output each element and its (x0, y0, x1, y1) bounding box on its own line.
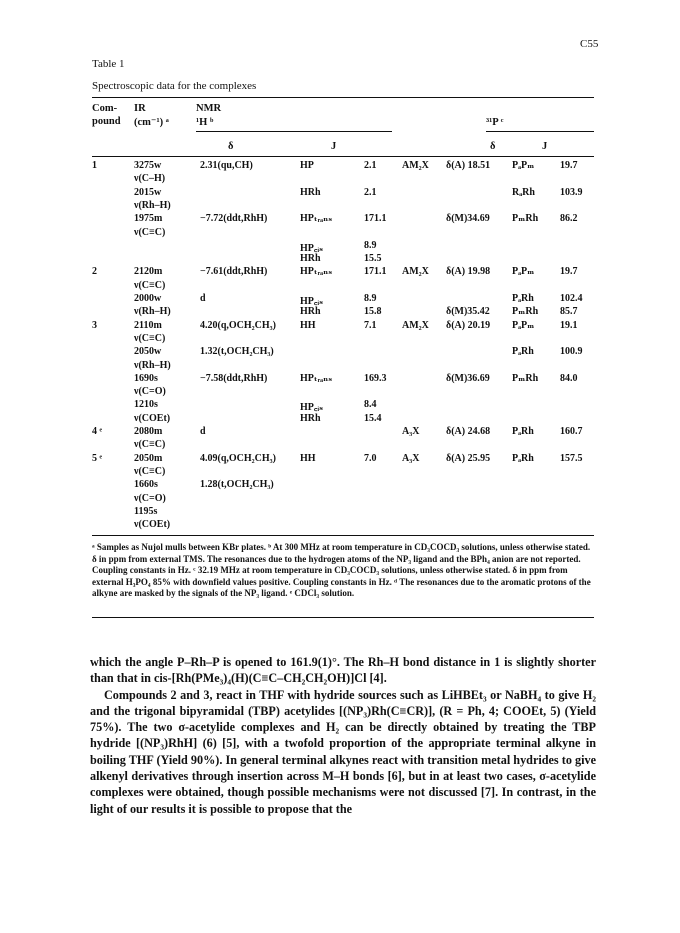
p-spin-system-cell: A₃X (402, 452, 420, 464)
p-j-label-cell: PₐRh (512, 346, 534, 358)
p-spin-system-cell: AM₂X (402, 266, 429, 278)
nmr-subrule-h (196, 131, 392, 132)
body-paragraph-2: Compounds 2 and 3, react in THF with hydride sources such as LiHBEt₃ or NaBH₄ to give H₂ and the trigonal bipyramidal (TBP) acetylides [(NP₃)Rh(C≡CR)], (R = Ph, 4; COOEt, 5) (Yield 75%). The two σ-acetylide complexes and H₂ can be directly obtained by treating the TBP hydride [(NP₃)RhH] (6) [5], with a twofold proportion of the appropriate terminal alkyne in boiling THF (Yield 90%). In general terminal alkynes react with transition metal hydrides to give alkenyl derivatives through insertion across M–H bonds [6], but in at least two cases, σ-acetylide complexes were obtained, though possible mechanisms were not discussed [7]. In contrast, in the light of our results it is possible to propose that the (90, 687, 596, 816)
h-j-label-cell: HP꜀ᵢₛ (300, 296, 324, 307)
h-j-value-cell: 7.1 (364, 319, 377, 331)
ir-cell: ν(C–H) (134, 173, 166, 185)
h-delta-cell: 1.28(t,OCH₂CH₃) (200, 479, 274, 491)
header-bottom-rule (92, 156, 594, 157)
h-j-value-cell: 8.9 (364, 293, 377, 304)
ir-cell: ν(C≡C) (134, 332, 166, 344)
p-spin-system-cell: AM₂X (402, 319, 429, 331)
compound-cell: 2 (92, 266, 97, 278)
h-j-value-cell: 8.4 (364, 399, 377, 411)
h-j-label-cell: HPₜᵣₐₙₛ (300, 266, 333, 278)
ir-cell: ν(COEt) (134, 412, 171, 424)
ir-cell: 3275w (134, 160, 162, 171)
h-j-label-cell: HPₜᵣₐₙₛ (300, 213, 333, 225)
h-delta-cell: d (200, 426, 206, 437)
p-j-value-cell: 85.7 (560, 306, 578, 318)
h-delta-cell: 4.09(q,OCH₂CH₃) (200, 452, 276, 464)
table-top-rule (92, 97, 594, 98)
h-delta-cell: 1.32(t,OCH₂CH₃) (200, 346, 274, 358)
ir-cell: 2015w (134, 186, 162, 198)
h-delta-cell: 4.20(q,OCH₂CH₃) (200, 319, 276, 331)
table-caption: Spectroscopic data for the complexes (92, 80, 257, 92)
table-bottom-rule (92, 535, 594, 536)
p-j-value-cell: 100.9 (560, 346, 583, 358)
header-31p: ³¹P ᶜ (486, 117, 504, 128)
ir-cell: ν(C≡C) (134, 439, 166, 451)
p-j-label-cell: PₘRh (512, 372, 539, 384)
header-delta-p: δ (490, 141, 496, 152)
ir-cell: ν(C≡C) (134, 279, 166, 291)
h-j-value-cell: 15.4 (364, 412, 382, 424)
h-delta-cell: −7.72(ddt,RhH) (200, 213, 268, 225)
h-j-label-cell: HP꜀ᵢₛ (300, 402, 324, 414)
header-ir: IR (134, 103, 146, 114)
header-ir-unit: (cm⁻¹) ᵃ (134, 117, 169, 128)
page-number: C55 (580, 38, 599, 50)
p-j-label-cell: PₘRh (512, 306, 539, 318)
ir-cell: 2050w (134, 346, 162, 358)
p-delta-cell: δ(M)36.69 (446, 372, 490, 384)
p-j-label-cell: RₐRh (512, 186, 535, 198)
ir-cell: 1660s (134, 479, 158, 491)
p-j-value-cell: 102.4 (560, 293, 583, 304)
header-compound-2: pound (92, 116, 121, 127)
ir-cell: 2120m (134, 266, 163, 278)
ir-cell: 2080m (134, 426, 163, 437)
header-j-p: J (542, 141, 548, 152)
p-delta-cell: δ(M)35.42 (446, 306, 490, 318)
h-j-value-cell: 171.1 (364, 266, 387, 278)
h-j-label-cell: HRh (300, 412, 321, 424)
ir-cell: ν(C=O) (134, 386, 166, 398)
h-j-label-cell: HPₜᵣₐₙₛ (300, 372, 333, 384)
ir-cell: 1690s (134, 372, 158, 384)
p-j-value-cell: 86.2 (560, 213, 578, 225)
compound-cell: 4 ᵉ (92, 426, 103, 437)
h-j-label-cell: HH (300, 319, 316, 331)
h-j-value-cell: 169.3 (364, 372, 387, 384)
table-label: Table 1 (92, 58, 125, 70)
h-j-value-cell: 15.5 (364, 253, 382, 265)
ir-cell: 2000w (134, 293, 162, 304)
h-j-value-cell: 8.9 (364, 239, 377, 251)
header-1h: ¹H ᵇ (196, 117, 214, 128)
h-j-label-cell: HRh (300, 186, 321, 198)
ir-cell: ν(COEt) (134, 519, 171, 531)
compound-cell: 5 ᵉ (92, 452, 103, 464)
p-delta-cell: δ(A) 18.51 (446, 160, 491, 171)
h-delta-cell: −7.58(ddt,RhH) (200, 372, 268, 384)
ir-cell: 1975m (134, 213, 163, 225)
table-footnote (92, 542, 594, 600)
h-j-value-cell: 171.1 (364, 213, 387, 225)
compound-cell: 3 (92, 319, 97, 331)
p-spin-system-cell: AM₂X (402, 160, 429, 171)
p-spin-system-cell: A₃X (402, 426, 420, 437)
body-text (90, 654, 596, 817)
header-j-h: J (331, 141, 337, 152)
h-j-value-cell: 2.1 (364, 160, 377, 171)
ir-cell: 2110m (134, 319, 162, 331)
body-paragraph-1: which the angle P–Rh–P is opened to 161.9(1)°. The Rh–H bond distance in 1 is slightly shorter than that in cis-[Rh(PMe₃)₄(H)(C≡C–CH₂CH₂OH)]Cl [4]. (90, 655, 596, 686)
ir-cell: 2050m (134, 452, 163, 464)
h-j-label-cell: HP (300, 160, 314, 171)
p-j-value-cell: 157.5 (560, 452, 583, 464)
table-footnote-text: ᵃ Samples as Nujol mulls between KBr plates. ᵇ At 300 MHz at room temperature in CD₃COCD₃ solutions, unless otherwise stated. δ in ppm from external TMS. The resonances due to the hydrogen atoms of the NP₃ ligand and the BPh₄ anion are not reported. Coupling constants in Hz. ᶜ 32.19 MHz at room temperature in CD₃COCD₃ solutions, unless otherwise stated. δ in ppm from external H₃PO₄ 85% with downfield values positive. Coupling constants in Hz. ᵈ The resonances due to the aromatic protons of the alkyne are masked by the signals of the NP₃ ligand. ᵉ CDCl₃ solution. (92, 542, 591, 599)
h-delta-cell: 2.31(qu,CH) (200, 160, 253, 171)
ir-cell: ν(C≡C) (134, 226, 166, 238)
ir-cell: ν(C≡C) (134, 465, 166, 477)
p-j-label-cell: PₘRh (512, 213, 539, 225)
p-j-label-cell: PₐRh (512, 293, 534, 304)
header-delta-h: δ (228, 141, 234, 152)
p-j-label-cell: PₐPₘ (512, 266, 535, 278)
h-j-value-cell: 15.8 (364, 306, 382, 318)
p-delta-cell: δ(M)34.69 (446, 213, 490, 225)
h-j-label-cell: HRh (300, 306, 321, 318)
p-j-value-cell: 19.1 (560, 319, 578, 331)
nmr-subrule-p (486, 131, 594, 132)
ir-cell: 1195s (134, 505, 158, 517)
ir-cell: ν(Rh–H) (134, 359, 171, 371)
p-j-label-cell: PₐPₘ (512, 160, 535, 171)
p-delta-cell: δ(A) 19.98 (446, 266, 491, 278)
h-j-label-cell: HRh (300, 253, 321, 265)
p-delta-cell: δ(A) 20.19 (446, 319, 491, 331)
compound-cell: 1 (92, 160, 97, 171)
footnote-bottom-rule (92, 617, 594, 618)
p-j-label-cell: PₐPₘ (512, 319, 535, 331)
p-j-label-cell: PₐRh (512, 426, 534, 437)
p-j-label-cell: PₐRh (512, 452, 534, 464)
h-j-value-cell: 2.1 (364, 186, 377, 198)
p-j-value-cell: 19.7 (560, 160, 578, 171)
ir-cell: 1210s (134, 399, 158, 411)
p-delta-cell: δ(A) 24.68 (446, 426, 491, 437)
ir-cell: ν(Rh–H) (134, 199, 171, 211)
p-delta-cell: δ(A) 25.95 (446, 452, 491, 464)
p-j-value-cell: 160.7 (560, 426, 583, 437)
ir-cell: ν(C=O) (134, 492, 166, 504)
header-compound-1: Com- (92, 103, 118, 114)
h-delta-cell: −7.61(ddt,RhH) (200, 266, 268, 278)
p-j-value-cell: 19.7 (560, 266, 578, 278)
header-nmr: NMR (196, 103, 222, 114)
h-j-label-cell: HH (300, 452, 316, 464)
h-j-label-cell: HP꜀ᵢₛ (300, 242, 324, 254)
ir-cell: ν(Rh–H) (134, 306, 171, 318)
p-j-value-cell: 103.9 (560, 186, 583, 198)
h-j-value-cell: 7.0 (364, 452, 377, 464)
h-delta-cell: d (200, 293, 206, 304)
p-j-value-cell: 84.0 (560, 372, 578, 384)
